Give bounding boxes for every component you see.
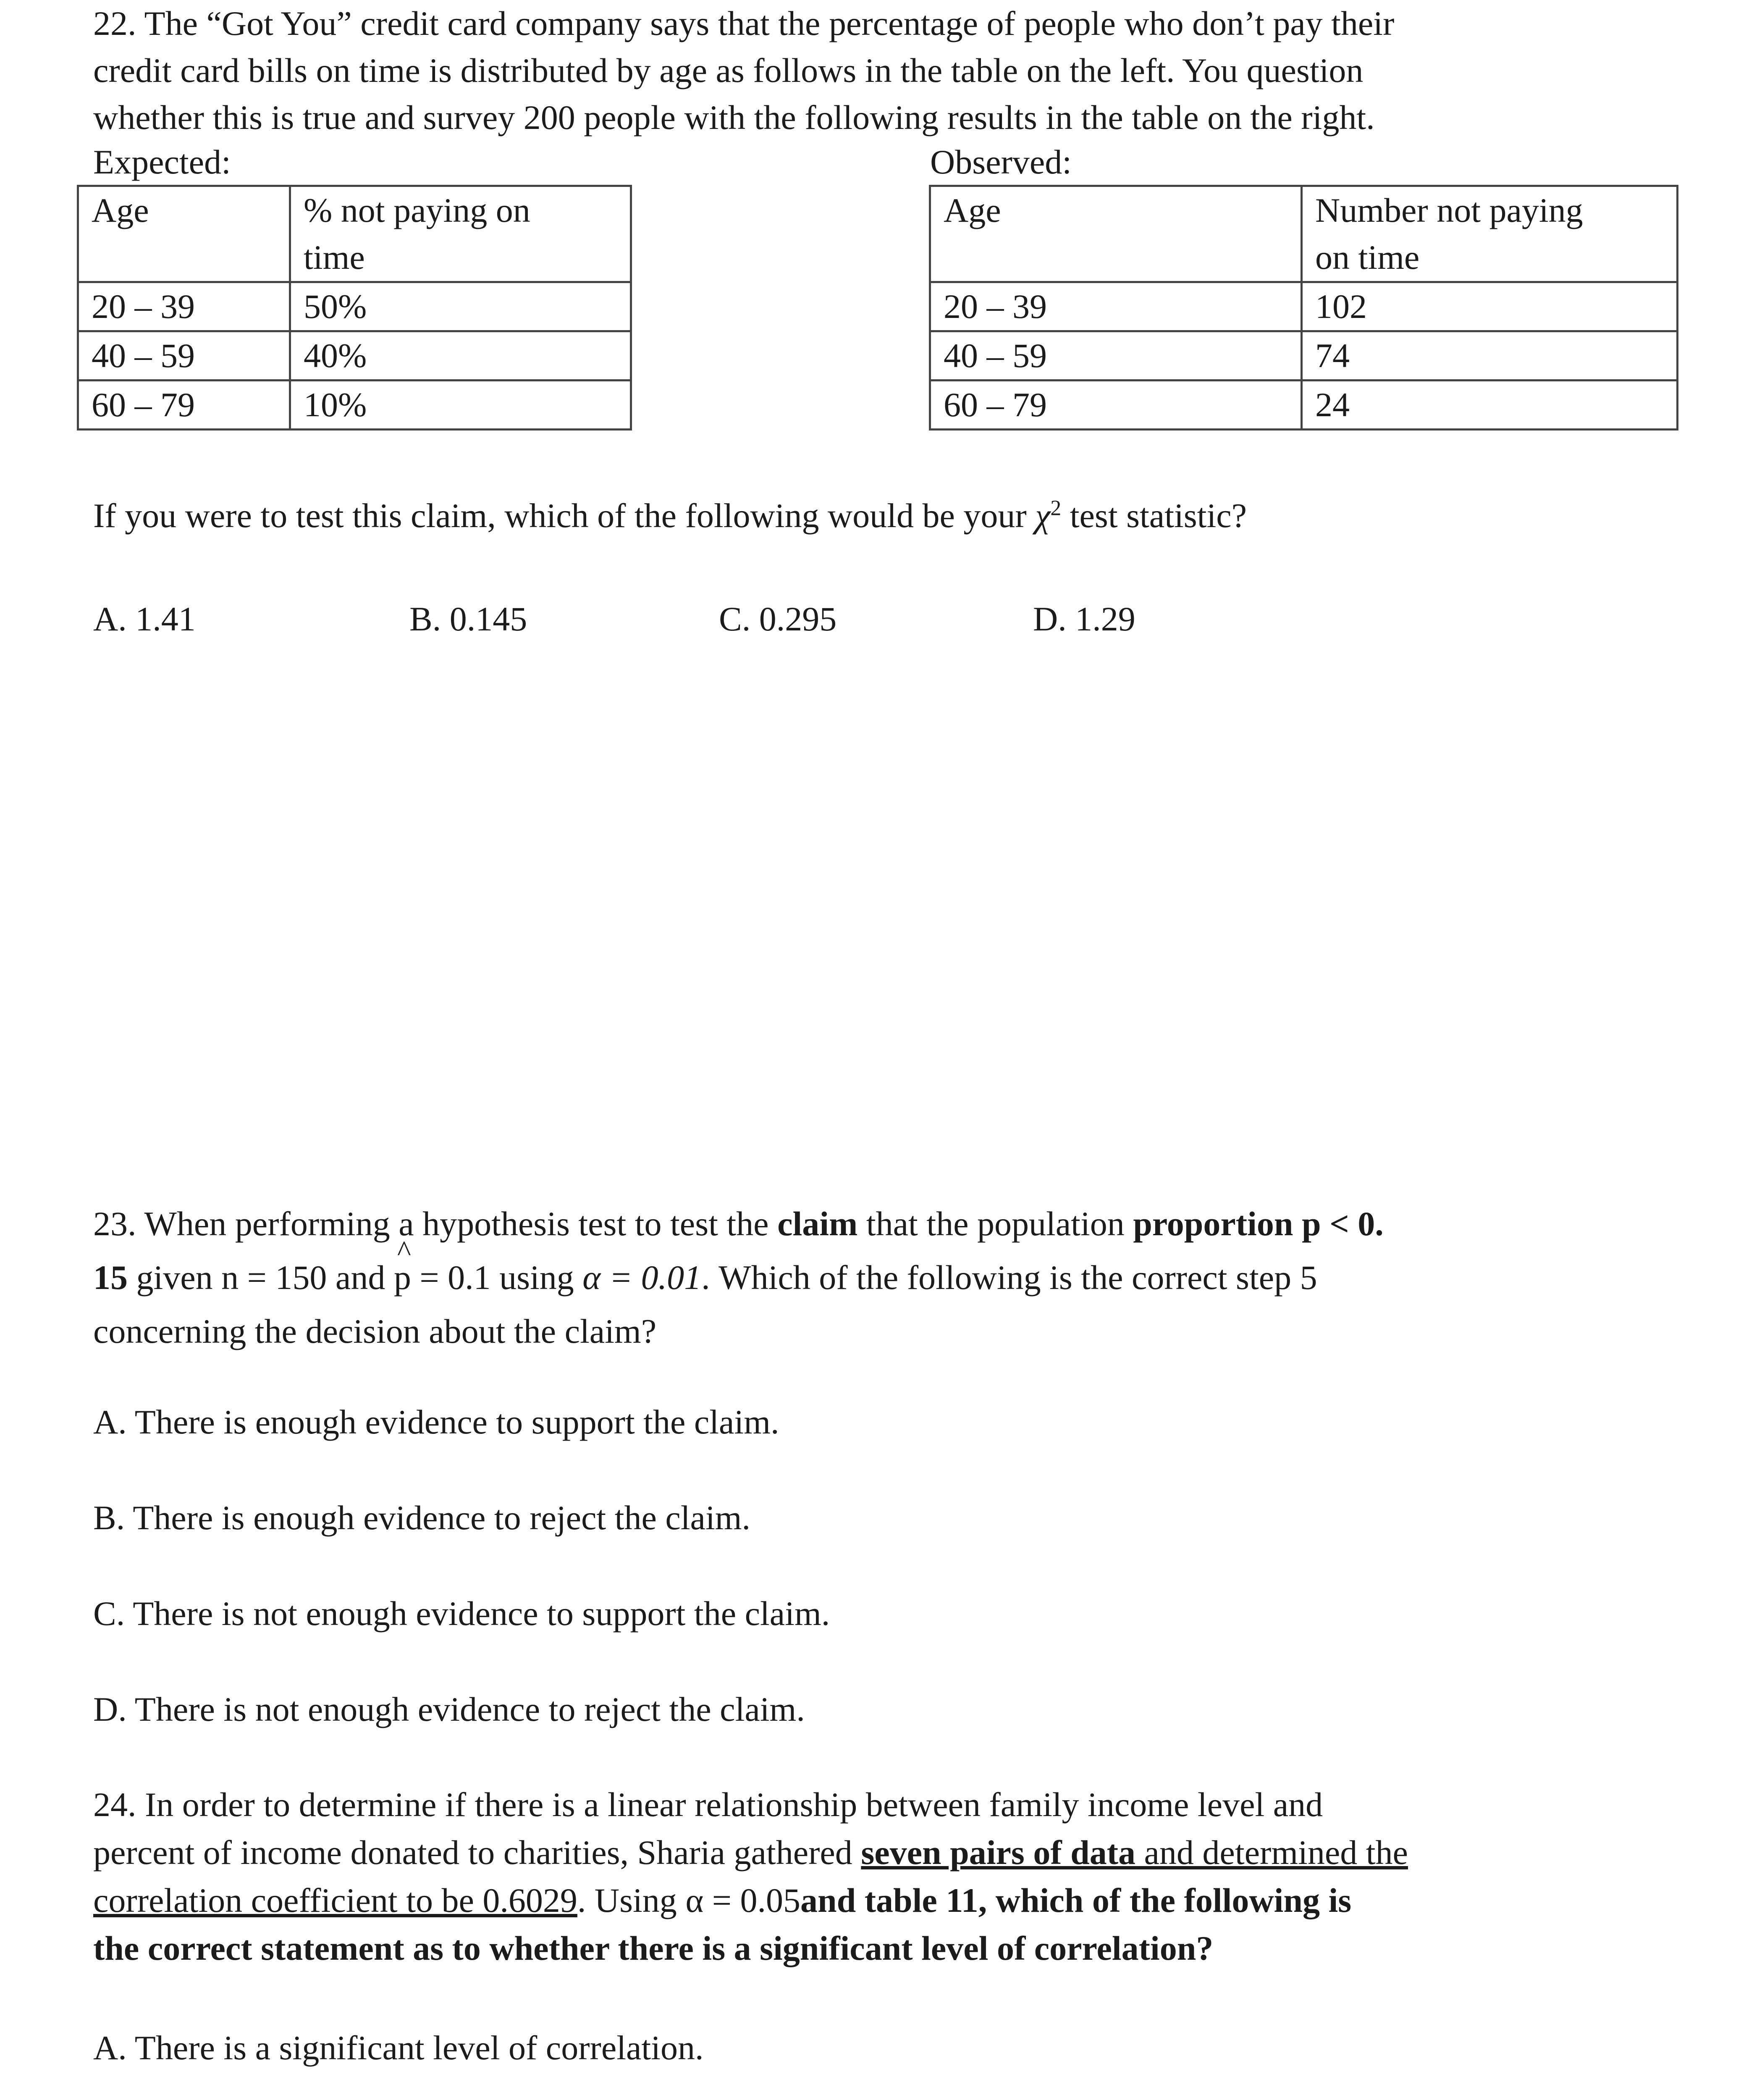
table-cell: 40 – 59 [930,331,1302,381]
header-age: Age [930,186,1302,282]
p-hat-symbol [393,1235,411,1305]
header-percent [290,186,631,282]
header-percent-line-2: time [304,238,365,276]
table-cell: 10% [290,381,631,430]
table-row [930,282,1678,331]
header-age: Age [78,186,290,282]
q22-option-d[interactable]: D. 1.29 [1033,600,1135,638]
q24-line-2 [93,1829,1408,1877]
table-cell: 40 – 59 [78,331,290,381]
q23-l1-mid: that the population [857,1205,1133,1243]
q23-line-3: concerning the decision about the claim? [93,1312,657,1350]
q24-line-3 [93,1877,1408,1924]
q23-option-b[interactable]: B. There is enough evidence to reject the claim. [93,1499,751,1537]
p-letter: p [393,1258,411,1297]
table-row [78,331,631,381]
expected-table [77,185,632,430]
q23-given: given n = 150 and [128,1258,394,1297]
q24-l2-pre: percent of income donated to charities, Sharia gathered [93,1833,861,1872]
q24-line-1: 24. In order to determine if there is a linear relationship between family income level and [93,1785,1323,1824]
table-row [78,381,631,430]
q23-line-2 [93,1235,1384,1305]
expected-label: Expected: [93,143,231,181]
q22-intro [93,0,1394,141]
q24-option-a[interactable]: A. There is a significant level of correlation. [93,2029,704,2067]
q23-condition: p < 0. [1301,1205,1384,1243]
observed-label: Observed: [930,143,1072,181]
chi-symbol: χ [1035,496,1051,535]
q24-line-4: the correct statement as to whether there is a significant level of correlation? [93,1929,1214,1967]
table-row [930,186,1678,282]
q24-correlation: correlation coefficient to be 0.6029 [93,1881,577,1919]
header-percent-line-1: % not paying on [304,191,530,229]
q23-using: using [490,1258,583,1297]
table-cell: 20 – 39 [930,282,1302,331]
q23-alpha: α = 0.01 [582,1258,702,1297]
table-row [930,331,1678,381]
table-cell: 60 – 79 [78,381,290,430]
q22-question-post: test statistic? [1061,496,1247,535]
q23-option-d[interactable]: D. There is not enough evidence to reject the claim. [93,1690,805,1728]
q23-l1-pre: 23. When performing a hypothesis test to test the [93,1205,778,1243]
table-cell: 24 [1302,381,1678,430]
q22-question [93,492,1247,539]
header-number [1302,186,1678,282]
table-cell: 40% [290,331,631,381]
chi-exponent: 2 [1050,496,1062,520]
header-number-line-1: Number not paying [1315,191,1583,229]
table-cell: 60 – 79 [930,381,1302,430]
table-cell: 20 – 39 [78,282,290,331]
q23-l2-post: . Which of the following is the correct step 5 [701,1258,1317,1297]
table-cell: 102 [1302,282,1678,331]
q23-phat-value: = 0.1 [411,1258,491,1297]
q24-l3-bold: and table 11, which of the following is [800,1881,1352,1919]
q24-using: . Using [577,1881,686,1919]
table-cell: 74 [1302,331,1678,381]
q24-l2-underlined: and determined the [1135,1833,1408,1872]
header-number-line-2: on time [1315,238,1420,276]
q22-line-3: whether this is true and survey 200 people with the following results in the table on the right. [93,98,1375,136]
q23-question [93,1197,1384,1358]
q22-option-b[interactable]: B. 0.145 [409,600,527,638]
q23-option-a[interactable]: A. There is enough evidence to support the claim. [93,1403,779,1441]
q24-alpha: α = 0.05 [685,1881,801,1919]
table-row [930,381,1678,430]
q22-question-pre: If you were to test this claim, which of the following would be your [93,496,1036,535]
q23-option-c[interactable]: C. There is not enough evidence to support the claim. [93,1594,830,1633]
hat-mark: ^ [397,1235,411,1268]
q24-question [93,1781,1408,1972]
observed-table [929,185,1678,430]
q24-seven-pairs: seven pairs of data [861,1833,1136,1872]
q22-line-2: credit card bills on time is distributed by age as follows in the table on the left. You question [93,51,1364,89]
q23-proportion-word: proportion [1133,1205,1293,1243]
q22-line-1: 22. The “Got You” credit card company says that the percentage of people who don’t pay their [93,4,1395,42]
table-cell: 50% [290,282,631,331]
table-row [78,186,631,282]
q22-option-c[interactable]: C. 0.295 [719,600,837,638]
q23-claim-word: claim [777,1205,858,1243]
table-row [78,282,631,331]
q22-option-a[interactable]: A. 1.41 [93,600,196,638]
q23-line-1 [93,1197,1384,1251]
q23-15: 15 [93,1258,128,1297]
